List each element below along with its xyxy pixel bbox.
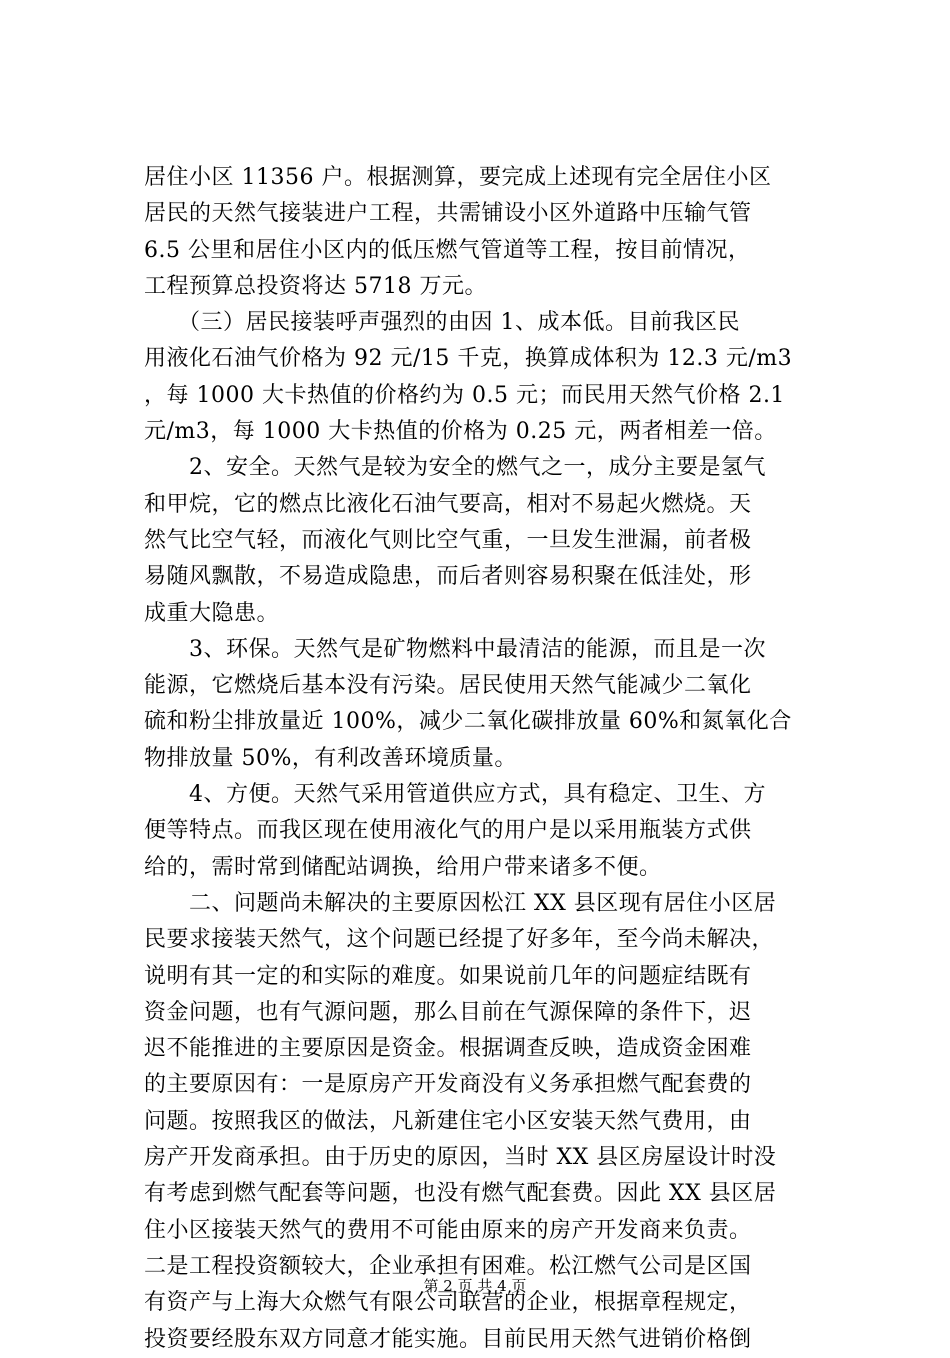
text-line: 资金问题，也有气源问题，那么目前在气源保障的条件下，迟 — [144, 999, 752, 1025]
text-line: 4、方便。天然气采用管道供应方式，具有稳定、卫生、方 — [144, 782, 766, 808]
text-line: 2、安全。天然气是较为安全的燃气之一，成分主要是氢气 — [144, 455, 766, 481]
text-line: 二、问题尚未解决的主要原因松江 XX 县区现有居住小区居 — [144, 890, 777, 916]
text-line: 二是工程投资额较大，企业承担有困难。松江燃气公司是区国 — [144, 1253, 752, 1279]
text-line: 元/m3，每 1000 大卡热值的价格为 0.25 元，两者相差一倍。 — [144, 419, 777, 445]
text-line: 的主要原因有：一是原房产开发商没有义务承担燃气配套费的 — [144, 1072, 752, 1098]
text-line: 易随风飘散，不易造成隐患，而后者则容易积聚在低洼处，形 — [144, 564, 752, 590]
text-line: 房产开发商承担。由于历史的原因，当时 XX 县区房屋设计时没 — [144, 1145, 777, 1171]
text-line: 说明有其一定的和实际的难度。如果说前几年的问题症结既有 — [144, 963, 752, 989]
text-line: 迟不能推进的主要原因是资金。根据调查反映，造成资金困难 — [144, 1036, 752, 1062]
text-line: 硫和粉尘排放量近 100%，减少二氧化碳排放量 60%和氮氧化合 — [144, 709, 792, 735]
text-line: 6.5 公里和居住小区内的低压燃气管道等工程，按目前情况， — [144, 237, 751, 263]
text-line: 3、环保。天然气是矿物燃料中最清洁的能源，而且是一次 — [144, 636, 766, 662]
text-line: 成重大隐患。 — [144, 600, 280, 626]
page-number-label: 第 2 页 共 4 页 — [423, 1277, 527, 1295]
text-line: 有资产与上海大众燃气有限公司联营的企业，根据章程规定， — [144, 1290, 752, 1316]
text-line: 民要求接装天然气，这个问题已经提了好多年，至今尚未解决， — [144, 927, 775, 953]
text-line: 有考虑到燃气配套等问题，也没有燃气配套费。因此 XX 县区居 — [144, 1181, 777, 1207]
text-line: 给的，需时常到储配站调换，给用户带来诸多不便。 — [144, 854, 662, 880]
text-line: 投资要经股东双方同意才能实施。目前民用天然气进销价格倒 — [144, 1326, 752, 1352]
text-line: 能源，它燃烧后基本没有污染。居民使用天然气能减少二氧化 — [144, 673, 752, 699]
text-line: 物排放量 50%，有利改善环境质量。 — [144, 745, 517, 771]
text-line: 问题。按照我区的做法，凡新建住宅小区安装天然气费用，由 — [144, 1108, 752, 1134]
text-line: 住小区接装天然气的费用不可能由原来的房产开发商来负责。 — [144, 1217, 752, 1243]
text-line: 然气比空气轻，而液化气则比空气重，一旦发生泄漏，前者极 — [144, 527, 752, 553]
text-line: 用液化石油气价格为 92 元/15 千克，换算成体积为 12.3 元/m3 — [144, 346, 793, 372]
document-body — [144, 160, 834, 1358]
text-line: （三）居民接装呼声强烈的由因 1、成本低。目前我区民 — [144, 310, 740, 336]
text-line: 和甲烷，它的燃点比液化石油气要高，相对不易起火燃烧。天 — [144, 491, 752, 517]
page-footer — [0, 1276, 950, 1296]
text-line: ，每 1000 大卡热值的价格约为 0.5 元；而民用天然气价格 2.1 — [144, 382, 785, 408]
text-line: 工程预算总投资将达 5718 万元。 — [144, 273, 487, 299]
text-line: 居民的天然气接装进户工程，共需铺设小区外道路中压输气管 — [144, 201, 752, 227]
text-line: 便等特点。而我区现在使用液化气的用户是以采用瓶装方式供 — [144, 818, 752, 844]
text-line: 居住小区 11356 户。根据测算，要完成上述现有完全居住小区 — [144, 165, 772, 190]
